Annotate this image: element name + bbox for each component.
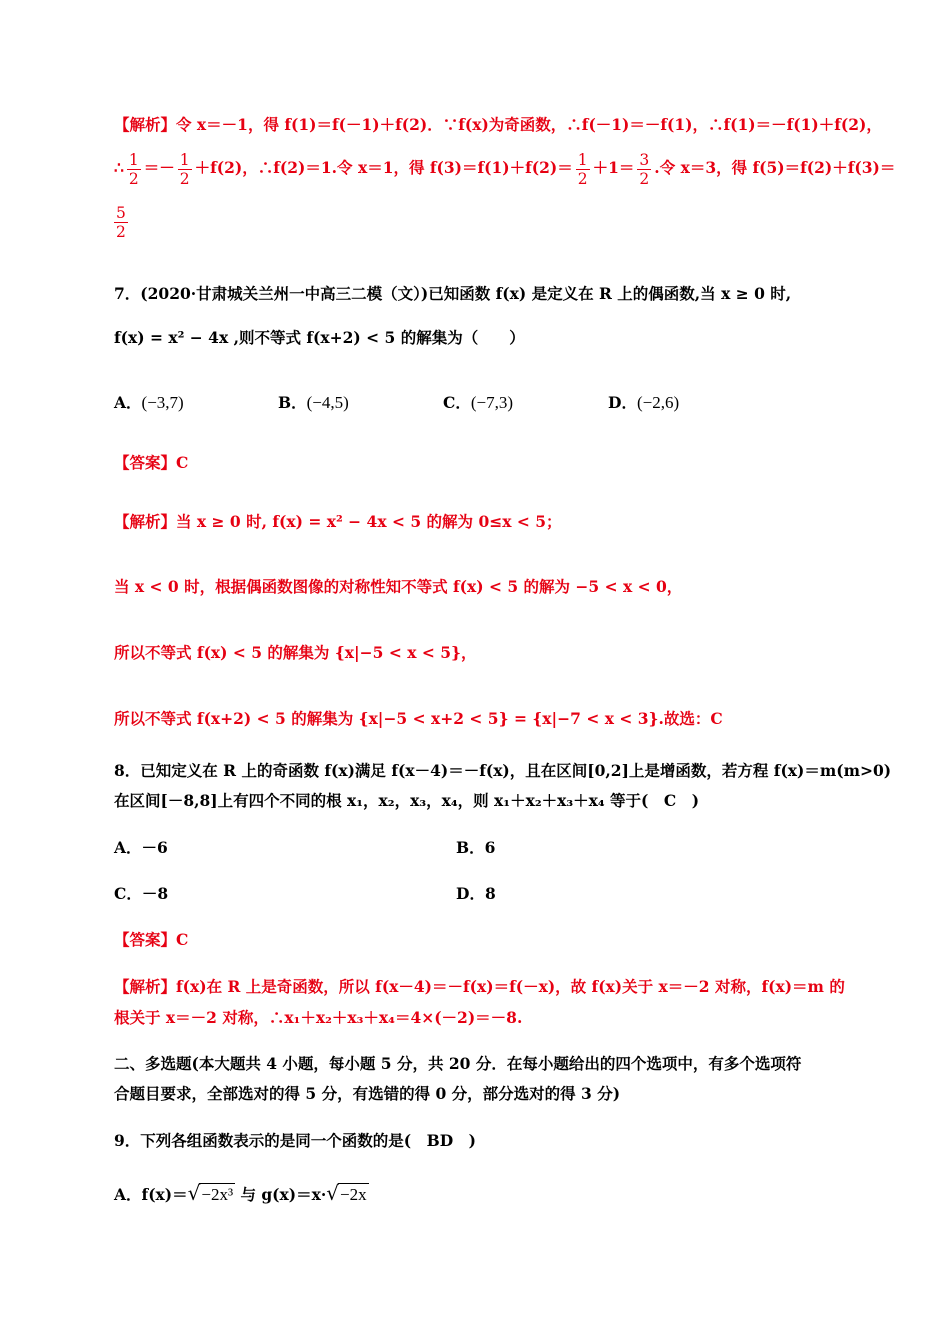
q7-stem-line2: f(x) = x² − 4x ,则不等式 f(x+2) < 5 的解集为（ ） — [114, 328, 525, 347]
q6-analysis-line3 — [114, 204, 131, 241]
equals-minus: ＝－ — [143, 158, 175, 177]
analysis-tag: 【解析】 — [114, 115, 177, 134]
q9-stem: 9．下列各组函数表示的是同一个函数的是( BD ) — [114, 1131, 476, 1150]
q7-option-d: D．(−2,6) — [608, 393, 680, 412]
radicand-2: −2x — [339, 1185, 367, 1204]
q7-answer: 【答案】C — [114, 453, 189, 472]
sqrt-icon-2: √ — [326, 1181, 339, 1205]
q7-option-b: B．(−4,5) — [278, 393, 349, 412]
q7-analysis-line1: 【解析】当 x ≥ 0 时, f(x) = x² − 4x < 5 的解为 0≤x < 5； — [114, 512, 562, 531]
q7-analysis-line4: 所以不等式 f(x+2) < 5 的解集为 {x|−5 < x+2 < 5} = {x|−7 < x < 3}.故选：C — [114, 709, 723, 728]
section-heading-line2: 合题目要求，全部选对的得 5 分，有选错的得 0 分，部分选对的得 3 分) — [114, 1084, 621, 1103]
section-heading-line1: 二、多选题(本大题共 4 小题，每小题 5 分，共 20 分．在每小题给出的四个选项中，有多个选项符 — [114, 1054, 802, 1073]
analysis-text-2: ＋f(2)，∴f(2)＝1.令 x＝1，得 f(3)＝f(1)＋f(2)＝ — [194, 158, 573, 177]
q7-option-c: C．(−7,3) — [443, 393, 514, 412]
analysis-text-3: .令 x＝3，得 f(5)＝f(2)＋f(3)＝ — [654, 158, 896, 177]
q9-option-a: A．f(x)＝√−2x³ 与 g(x)＝x·√−2x — [114, 1181, 367, 1205]
q8-analysis-line2: 根关于 x＝－2 对称，∴x₁＋x₂＋x₃＋x₄＝4×(－2)＝－8. — [114, 1008, 523, 1027]
therefore-symbol: ∴ — [114, 158, 124, 177]
q7-option-a: A．(−3,7) — [114, 393, 184, 412]
fraction-one-half-2: $\frac{1}{2}$ — [179, 150, 190, 188]
analysis-text: 令 x＝－1，得 f(1)＝f(－1)＋f(2)．∵f(x)为奇函数，∴f(－1)＝－f(1)，∴f(1)＝－f(1)＋f(2)， — [176, 115, 882, 134]
q8-option-a: A．－6 — [114, 838, 168, 857]
radicand-1: −2x³ — [201, 1185, 234, 1204]
q7-stem-line1: 7．(2020·甘肃城关兰州一中高三二模（文）)已知函数 f(x) 是定义在 R 上的偶函数,当 x ≥ 0 时, — [114, 284, 792, 303]
sqrt-icon: √ — [187, 1181, 201, 1205]
q6-analysis-line1 — [114, 114, 882, 136]
q8-stem-line1: 8．已知定义在 R 上的奇函数 f(x)满足 f(x－4)＝－f(x)，且在区间[0,2]上是增函数，若方程 f(x)＝m(m>0) — [114, 761, 892, 780]
plus-one: ＋1＝ — [592, 158, 635, 177]
q8-option-d: D．8 — [456, 884, 496, 903]
fraction-one-half: $\frac{1}{2}$ — [128, 150, 139, 188]
q8-analysis-line1: 【解析】f(x)在 R 上是奇函数，所以 f(x－4)＝－f(x)＝f(－x)，故 f(x)关于 x＝－2 对称，f(x)＝m 的 — [114, 977, 845, 996]
q8-option-c: C．－8 — [114, 884, 169, 903]
fraction-five-halves: $\frac{5}{2}$ — [116, 204, 126, 241]
q8-stem-line2: 在区间[－8,8]上有四个不同的根 x₁，x₂，x₃，x₄，则 x₁＋x₂＋x₃＋x₄ 等于( C ) — [114, 791, 700, 810]
q8-option-b: B．6 — [456, 838, 496, 857]
fraction-three-halves: $\frac{3}{2}$ — [639, 150, 650, 188]
q7-analysis-line2: 当 x < 0 时，根据偶函数图像的对称性知不等式 f(x) < 5 的解为 −5 < x < 0， — [114, 577, 683, 596]
q8-answer: 【答案】C — [114, 930, 189, 949]
q6-analysis-line2 — [114, 148, 895, 188]
fraction-one-half-3: $\frac{1}{2}$ — [577, 150, 588, 188]
q7-analysis-line3: 所以不等式 f(x) < 5 的解集为 {x|−5 < x < 5}， — [114, 643, 477, 662]
